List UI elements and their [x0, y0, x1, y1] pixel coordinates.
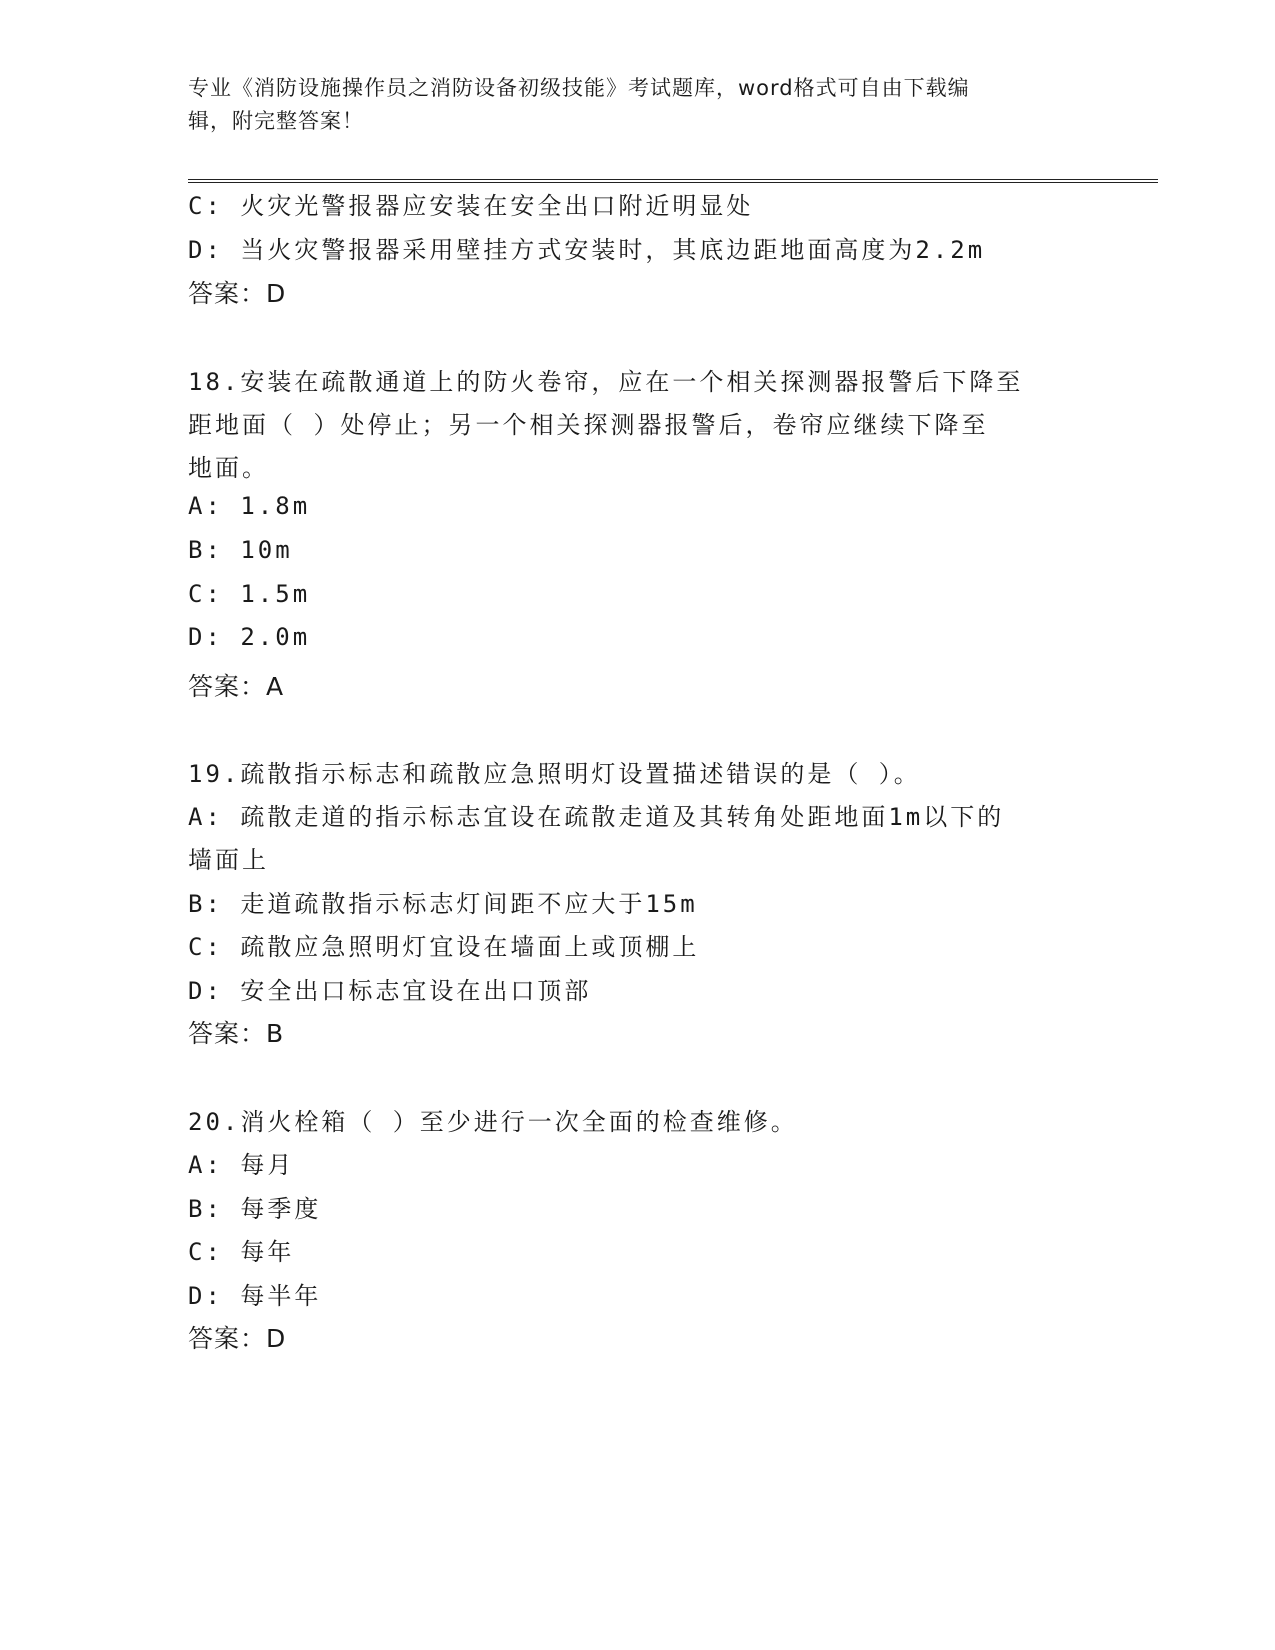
- q19-option-a-line-1: A: 疏散走道的指示标志宜设在疏散走道及其转角处距地面1m以下的: [188, 803, 1005, 831]
- q20-stem: 20.消火栓箱（ ）至少进行一次全面的检查维修。: [188, 1108, 798, 1136]
- q18-stem-line-1: 18.安装在疏散通道上的防火卷帘，应在一个相关探测器报警后下降至: [188, 368, 1024, 396]
- q20-answer: 答案：D: [188, 1324, 287, 1353]
- q18-option-b: B: 10m: [188, 536, 293, 564]
- q19-answer: 答案：B: [188, 1019, 285, 1048]
- q18-stem-line-3: 地面。: [188, 454, 269, 482]
- header-line-1: 专业《消防设施操作员之消防设备初级技能》考试题库，word格式可自由下载编: [188, 76, 970, 100]
- q20-option-b: B: 每季度: [188, 1195, 322, 1223]
- q19-option-a-line-2: 墙面上: [188, 846, 269, 874]
- q17-answer: 答案：D: [188, 279, 287, 308]
- q18-option-d: D: 2.0m: [188, 623, 311, 651]
- header-divider: [188, 179, 1158, 183]
- document-header: [188, 72, 1068, 138]
- q20-option-c: C: 每年: [188, 1238, 295, 1266]
- q19-option-c: C: 疏散应急照明灯宜设在墙面上或顶棚上: [188, 933, 700, 961]
- q18-option-c: C: 1.5m: [188, 580, 311, 608]
- q19-option-d: D: 安全出口标志宜设在出口顶部: [188, 977, 592, 1005]
- q17-option-d: D: 当火灾警报器采用壁挂方式安装时，其底边距地面高度为2.2m: [188, 236, 986, 264]
- q18-option-a: A: 1.8m: [188, 492, 311, 520]
- q20-option-a: A: 每月: [188, 1151, 295, 1179]
- q19-option-b: B: 走道疏散指示标志灯间距不应大于15m: [188, 890, 698, 918]
- q19-stem: 19.疏散指示标志和疏散应急照明灯设置描述错误的是（ ）。: [188, 760, 921, 788]
- q18-stem-line-2: 距地面（ ）处停止；另一个相关探测器报警后，卷帘应继续下降至: [188, 411, 989, 439]
- header-line-2: 辑，附完整答案！: [188, 109, 364, 133]
- q17-option-c: C: 火灾光警报器应安装在安全出口附近明显处: [188, 192, 754, 220]
- q20-option-d: D: 每半年: [188, 1282, 322, 1310]
- q18-answer: 答案：A: [188, 672, 285, 701]
